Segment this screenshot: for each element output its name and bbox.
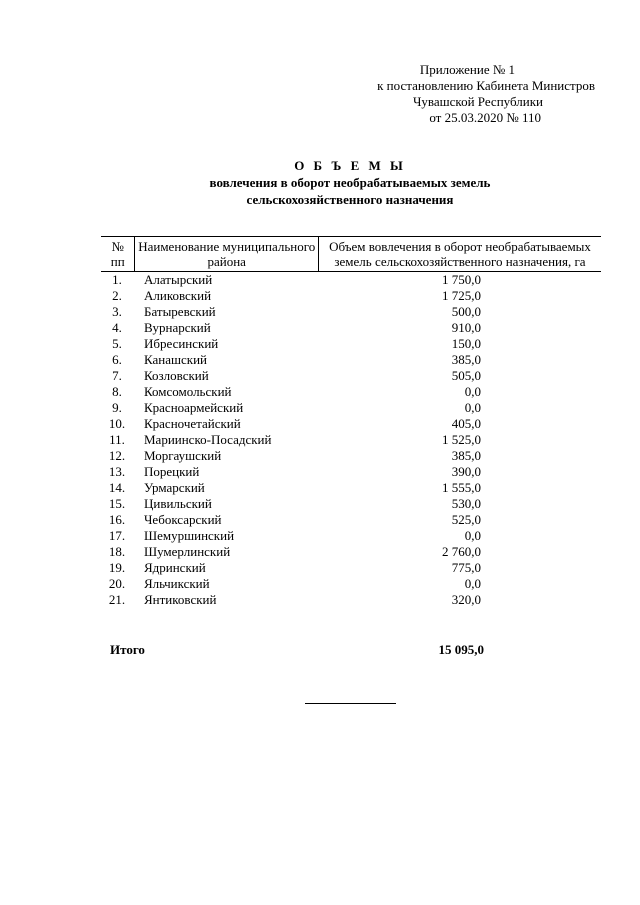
- header-num: № пп: [101, 237, 135, 272]
- district-name: Ядринский: [143, 560, 206, 575]
- district-volume: 385,0: [451, 448, 481, 463]
- district-volume: 1 725,0: [442, 288, 481, 303]
- district-name: Цивильский: [143, 496, 212, 511]
- row-number: 20.: [108, 576, 126, 591]
- row-number: 7.: [112, 368, 122, 383]
- district-name: Комсомольский: [143, 384, 232, 399]
- district-name: Шумерлинский: [143, 544, 231, 559]
- district-name: Шемуршинский: [143, 528, 235, 543]
- district-volume: 320,0: [451, 592, 481, 607]
- total-value: 15 095,0: [438, 642, 484, 657]
- row-number: 17.: [108, 528, 126, 543]
- row-number: 3.: [112, 304, 122, 319]
- table-row: [101, 560, 601, 576]
- district-volume: 150,0: [451, 336, 481, 351]
- district-volume: 1 750,0: [442, 272, 481, 287]
- table-row: [101, 336, 601, 352]
- district-name: Мариинско-Посадский: [143, 432, 272, 447]
- table-row: [101, 288, 601, 304]
- district-name: Аликовский: [143, 288, 212, 303]
- total-label: Итого: [110, 642, 145, 657]
- table-row: [101, 592, 601, 608]
- district-volume: 775,0: [451, 560, 481, 575]
- district-name: Моргаушский: [143, 448, 222, 463]
- district-name: Яльчикский: [143, 576, 210, 591]
- district-volume: 0,0: [464, 576, 481, 591]
- district-volume: 530,0: [451, 496, 481, 511]
- table-row: [101, 480, 601, 496]
- district-name: Вурнарский: [143, 320, 211, 335]
- table-row: [101, 368, 601, 384]
- district-volume: 505,0: [451, 368, 481, 383]
- district-volume: 1 525,0: [442, 432, 481, 447]
- divider-line: [305, 703, 396, 704]
- row-number: 9.: [112, 400, 122, 415]
- row-number: 12.: [108, 448, 126, 463]
- document-title: [0, 157, 640, 208]
- table-row: [101, 496, 601, 512]
- table-row: [101, 448, 601, 464]
- table-header-row: [101, 237, 601, 272]
- row-number: 10.: [108, 416, 126, 431]
- appendix-header: [315, 62, 595, 126]
- row-number: 11.: [109, 432, 125, 447]
- district-volume: 0,0: [464, 400, 481, 415]
- district-volume: 390,0: [451, 464, 481, 479]
- table-row: [101, 576, 601, 592]
- appendix-republic: Чувашской Республики: [412, 94, 543, 109]
- row-number: 18.: [108, 544, 126, 559]
- title-subtitle-1: вовлечения в оборот необрабатываемых земель: [209, 175, 491, 190]
- row-number: 13.: [108, 464, 126, 479]
- row-number: 8.: [112, 384, 122, 399]
- district-volume: 0,0: [464, 528, 481, 543]
- table-row: [101, 320, 601, 336]
- district-name: Урмарский: [143, 480, 205, 495]
- appendix-date-number: от 25.03.2020 № 110: [429, 110, 541, 125]
- table-row: [101, 512, 601, 528]
- table-row: [101, 528, 601, 544]
- table-row: [101, 416, 601, 432]
- district-name: Янтиковский: [143, 592, 217, 607]
- appendix-resolution: к постановлению Кабинета Министров: [377, 78, 595, 93]
- title-subtitle-2: сельскохозяйственного назначения: [246, 192, 454, 207]
- district-volume: 910,0: [451, 320, 481, 335]
- header-name: Наименование муниципального района: [135, 237, 319, 272]
- table-row: [101, 304, 601, 320]
- table-body: [101, 272, 601, 609]
- district-name: Батыревский: [143, 304, 216, 319]
- row-number: 19.: [108, 560, 126, 575]
- district-name: Красноармейский: [143, 400, 244, 415]
- row-number: 2.: [112, 288, 122, 303]
- district-name: Порецкий: [143, 464, 200, 479]
- volumes-table: [101, 236, 601, 608]
- table-row: [101, 352, 601, 368]
- appendix-number: Приложение № 1: [419, 62, 515, 77]
- header-volume: Объем вовлечения в оборот необрабатываемых земель сельскохозяйственного назначения, га: [319, 237, 602, 272]
- district-volume: 500,0: [451, 304, 481, 319]
- row-number: 4.: [112, 320, 122, 335]
- district-name: Алатырский: [143, 272, 213, 287]
- district-name: Чебоксарский: [143, 512, 222, 527]
- table-row: [101, 272, 601, 289]
- row-number: 15.: [108, 496, 126, 511]
- row-number: 14.: [108, 480, 126, 495]
- row-number: 16.: [108, 512, 126, 527]
- table-row: [101, 384, 601, 400]
- row-number: 5.: [112, 336, 122, 351]
- row-number: 21.: [108, 592, 126, 607]
- row-number: 1.: [112, 272, 122, 287]
- district-volume: 405,0: [451, 416, 481, 431]
- district-volume: 385,0: [451, 352, 481, 367]
- district-name: Козловский: [143, 368, 209, 383]
- table-row: [101, 400, 601, 416]
- row-number: 6.: [112, 352, 122, 367]
- district-volume: 0,0: [464, 384, 481, 399]
- district-name: Ибресинский: [143, 336, 219, 351]
- table-row: [101, 432, 601, 448]
- title-main: О Б Ъ Е М Ы: [294, 158, 406, 173]
- table-row: [101, 464, 601, 480]
- district-volume: 2 760,0: [442, 544, 481, 559]
- district-name: Красночетайский: [143, 416, 241, 431]
- district-volume: 525,0: [451, 512, 481, 527]
- table-row: [101, 544, 601, 560]
- district-volume: 1 555,0: [442, 480, 481, 495]
- district-name: Канашский: [143, 352, 207, 367]
